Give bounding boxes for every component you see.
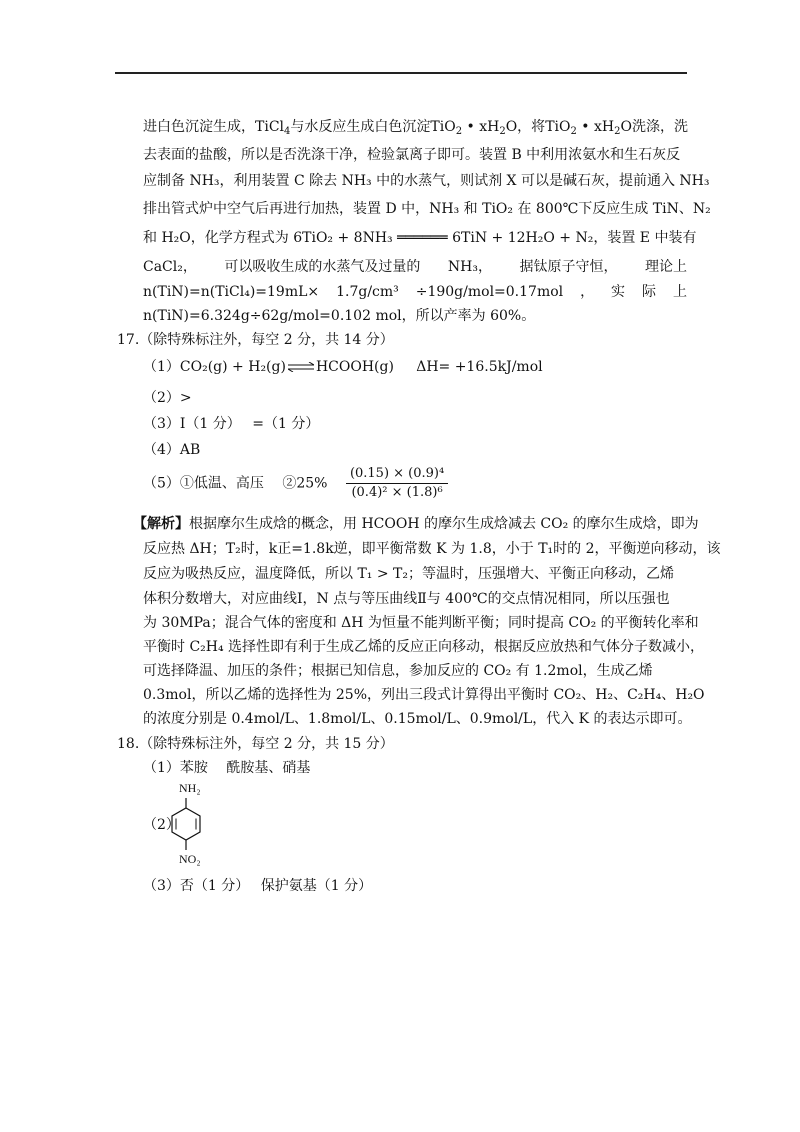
p16-line-3: 应制备 NH₃，利用装置 C 除去 NH₃ 中的水蒸气，则试剂 X 可以是碱石灰，提前通入 NH₃ (143, 173, 710, 189)
q17-analysis-line-5: 为 30MPa；混合气体的密度和 ΔH 为恒量不能判断平衡；同时提高 CO₂ 的平衡转化率和 (143, 615, 699, 631)
q17-heading: 17.（除特殊标注外，每空 2 分，共 14 分） (117, 332, 394, 348)
p16-line-2: 去表面的盐酸，所以是否洗涤干净，检验氯离子即可。装置 B 中利用浓氨水和生石灰反 (143, 147, 681, 163)
q17-analysis-line-8: 0.3mol，所以乙烯的选择性为 25%，列出三段式计算得出平衡时 CO₂、H₂、C₂H₄、H₂O (143, 687, 705, 703)
nitro-group-label: NO₂ (179, 852, 201, 866)
header-rule (115, 72, 687, 74)
p16-line-1: 进白色沉淀生成，TiCl$_4$与水反应生成白色沉淀TiO$_2$ • $xH_2O$，将TiO$_2$ • $xH_2O$洗涤，洗 (143, 119, 688, 137)
amino-group-label: NH₂ (179, 781, 201, 795)
q17-analysis-line-7: 可选择降温、加压的条件；根据已知信息，参加反应的 CO₂ 有 1.2mol，生成乙烯 (143, 663, 653, 679)
q17-answer-3: （3）Ⅰ（1 分） =（1 分） (143, 416, 320, 432)
p16-line-7: n(TiN)=n(TiCl₄)=19mL× 1.7g/cm³ ÷190g/mol=0.17mol ， 实 际 上 (143, 284, 687, 300)
para-nitroaniline-structure (160, 780, 220, 874)
equilibrium-constant-fraction: $\frac{\text{(0.15) × (0.9)⁴}}{\text{(0.4)² × (1.8)⁶}}$ (346, 465, 448, 502)
q18-heading: 18.（除特殊标注外，每空 2 分，共 15 分） (117, 736, 394, 752)
equilibrium-arrow-icon (288, 362, 314, 372)
q18-answer-1: （1）苯胺 酰胺基、硝基 (143, 760, 311, 776)
q17-answer-4: （4）AB (143, 442, 201, 458)
q17-answer-2: （2）> (143, 390, 192, 406)
p16-line-6: CaCl₂， 可以吸收生成的水蒸气及过量的 NH₃， 据钛原子守恒， 理论上 (143, 259, 687, 275)
q17-analysis-line-2: 反应热 ΔH；T₂时，k正=1.8k逆，即平衡常数 K 为 1.8，小于 T₁时的 2，平衡逆向移动，该 (143, 541, 721, 557)
q17-analysis-line-3: 反应为吸热反应，温度降低，所以 T₁ > T₂；等温时，压强增大、平衡正向移动，乙烯 (143, 566, 674, 582)
p16-line-4: 排出管式炉中空气后再进行加热，装置 D 中，NH₃ 和 TiO₂ 在 800℃下反应生成 TiN、N₂ (143, 201, 711, 217)
p16-line-5: 和 H₂O，化学方程式为 6TiO₂ + 8NH₃ ══════ 6TiN + 12H₂O + N₂，装置 E 中装有 (143, 230, 697, 246)
q17-analysis-line-1: 【解析】根据摩尔生成焓的概念，用 HCOOH 的摩尔生成焓减去 CO₂ 的摩尔生成焓，即为 (133, 516, 699, 532)
q18-answer-3: （3）否（1 分） 保护氨基（1 分） (143, 878, 373, 894)
q17-analysis-line-9: 的浓度分别是 0.4mol/L、1.8mol/L、0.15mol/L、0.9mol/L，代入 K 的表达示即可。 (143, 711, 692, 727)
q17-answer-5: （5）①低温、高压 ②25% $\frac{\text{(0.15) × (0.9)⁴}}{\text{(0.4)² × (1.8)⁶}}$ (143, 465, 448, 502)
p16-line-8: n(TiN)=6.324g÷62g/mol=0.102 mol，所以产率为 60%。 (143, 308, 536, 324)
q17-analysis-line-4: 体积分数增大，对应曲线Ⅰ，N 点与等压曲线Ⅱ与 400℃的交点情况相同，所以压强也 (143, 591, 670, 607)
q17-analysis-line-6: 平衡时 C₂H₄ 选择性即有利于生成乙烯的反应正向移动，根据反应放热和气体分子数减小， (143, 639, 705, 655)
q17-answer-1: （1）CO₂(g) + H₂(g) HCOOH(g) ΔH= +16.5kJ/mol (143, 359, 543, 375)
q18-answer-2-label: （2） (143, 817, 180, 833)
